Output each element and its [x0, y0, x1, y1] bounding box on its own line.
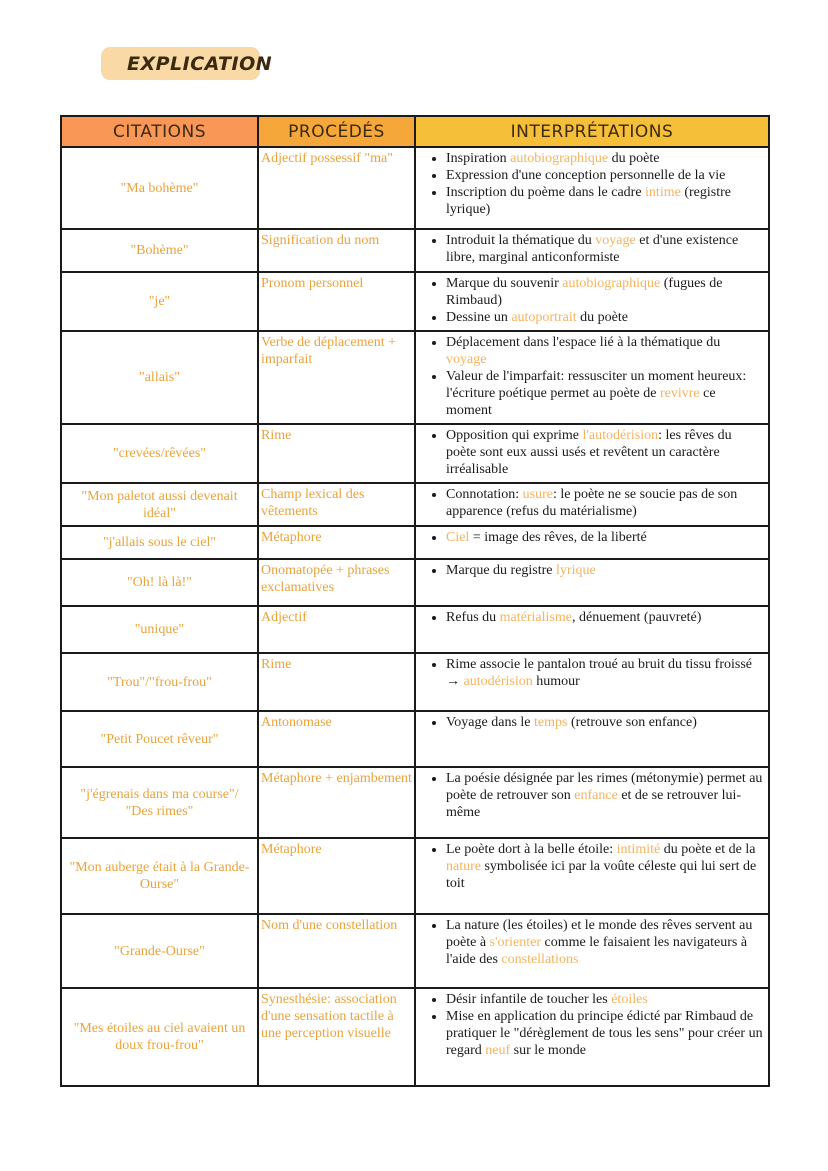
table-row	[61, 559, 769, 606]
procede-cell: Champ lexical des vêtements	[258, 483, 415, 526]
text-segment: humour	[532, 674, 580, 689]
list-item	[446, 427, 764, 478]
list-item	[446, 770, 764, 821]
highlighted-keyword: neuf	[485, 1043, 511, 1058]
text-segment: Inspiration	[446, 151, 511, 166]
table-row	[61, 838, 769, 914]
table-row	[61, 424, 769, 483]
table-row	[61, 988, 769, 1086]
header-citations: CITATIONS	[61, 116, 258, 147]
section-title-text: EXPLICATION	[127, 52, 273, 75]
list-item	[446, 917, 764, 968]
interpretation-list	[426, 917, 764, 968]
citation-cell: "Mon auberge était à la Grande-Ourse"	[61, 838, 258, 914]
interpretation-cell	[415, 767, 769, 838]
interpretation-list	[426, 609, 764, 626]
citation-cell: "Trou"/"frou-frou"	[61, 653, 258, 711]
table-row	[61, 229, 769, 272]
text-segment: Marque du registre	[446, 563, 557, 578]
table-row	[61, 767, 769, 838]
interpretation-list	[426, 714, 764, 731]
procede-cell: Adjectif possessif "ma"	[258, 147, 415, 229]
text-segment: Introduit la thématique du	[446, 233, 596, 248]
procede-cell: Métaphore + enjambement	[258, 767, 415, 838]
interpretation-list	[426, 334, 764, 419]
table-row	[61, 272, 769, 331]
highlighted-keyword: lyrique	[556, 563, 596, 578]
citation-cell: "j'égrenais dans ma course"/ "Des rimes"	[61, 767, 258, 838]
interpretation-cell	[415, 424, 769, 483]
procede-cell: Pronom personnel	[258, 272, 415, 331]
highlighted-keyword: Ciel	[446, 530, 470, 545]
highlighted-keyword: s'orienter	[489, 935, 542, 950]
highlighted-keyword: constellations	[501, 952, 579, 967]
text-segment: du poète et de la	[660, 842, 756, 857]
highlighted-keyword: intimité	[616, 842, 661, 857]
text-segment: Valeur de l'imparfait: ressusciter un moment heureux: l'écriture poétique permet au poète de	[446, 369, 747, 401]
interpretation-cell	[415, 526, 769, 559]
text-segment: et d'une existence libre, marginal anticonformiste	[446, 233, 739, 265]
highlighted-keyword: voyage	[446, 352, 487, 367]
procede-cell: Onomatopée + phrases exclamatives	[258, 559, 415, 606]
citation-cell: "Mon paletot aussi devenait idéal"	[61, 483, 258, 526]
list-item	[446, 368, 764, 419]
citation-cell: "allais"	[61, 331, 258, 424]
list-item	[446, 1008, 764, 1059]
highlighted-keyword: revivre	[659, 386, 700, 401]
text-segment: Dessine un	[446, 310, 512, 325]
citation-cell: "Oh! là là!"	[61, 559, 258, 606]
text-segment: du poète	[608, 151, 660, 166]
highlighted-keyword: matérialisme	[499, 610, 572, 625]
text-segment: La nature (les étoiles) et le monde des rêves servent au poète à	[446, 918, 753, 950]
interpretation-cell	[415, 272, 769, 331]
text-segment: Déplacement dans l'espace lié à la thématique du	[446, 335, 721, 350]
interpretation-list	[426, 770, 764, 821]
table-row	[61, 483, 769, 526]
list-item	[446, 529, 764, 546]
citation-cell: "unique"	[61, 606, 258, 653]
procede-cell: Nom d'une constellation	[258, 914, 415, 988]
text-segment: : le poète ne se soucie pas de son apparence (refus du matérialisme)	[446, 487, 738, 519]
text-segment: (retrouve son enfance)	[567, 715, 697, 730]
list-item	[446, 841, 764, 892]
highlighted-keyword: autobiographique	[510, 151, 609, 166]
text-segment: Opposition qui exprime	[446, 428, 583, 443]
text-segment: = image des rêves, de la liberté	[469, 530, 647, 545]
list-item	[446, 167, 764, 184]
list-item	[446, 991, 764, 1008]
table-row	[61, 331, 769, 424]
highlighted-keyword: autoportrait	[511, 310, 577, 325]
interpretation-cell	[415, 914, 769, 988]
table-row	[61, 711, 769, 767]
table-row	[61, 147, 769, 229]
interpretation-cell	[415, 147, 769, 229]
highlighted-keyword: usure	[522, 487, 553, 502]
list-item	[446, 486, 764, 520]
table-row	[61, 526, 769, 559]
procede-cell: Antonomase	[258, 711, 415, 767]
list-item	[446, 656, 764, 690]
highlighted-keyword: voyage	[595, 233, 636, 248]
text-segment: : les rêves du poète sont eux aussi usés et revêtent un caractère irréalisable	[446, 428, 732, 477]
procede-cell: Métaphore	[258, 838, 415, 914]
procede-cell: Adjectif	[258, 606, 415, 653]
text-segment: (registre lyrique)	[446, 185, 731, 217]
highlighted-keyword: autobiographique	[562, 276, 661, 291]
interpretation-cell	[415, 838, 769, 914]
interpretation-cell	[415, 653, 769, 711]
interpretation-cell	[415, 988, 769, 1086]
list-item	[446, 334, 764, 368]
text-segment: Mise en application du principe édicté par Rimbaud de pratiquer le "dérèglement de tous les sens" pour créer un regard	[446, 1009, 763, 1058]
interpretation-list	[426, 150, 764, 218]
highlighted-keyword: autodérision	[463, 674, 533, 689]
text-segment: ce moment	[446, 386, 716, 418]
explication-table	[60, 115, 770, 1087]
header-interpretations: INTERPRÉTATIONS	[415, 116, 769, 147]
table-header-row	[61, 116, 769, 147]
procede-cell: Synesthésie: association d'une sensation tactile à une perception visuelle	[258, 988, 415, 1086]
procede-cell: Verbe de déplacement + imparfait	[258, 331, 415, 424]
interpretation-cell	[415, 559, 769, 606]
highlighted-keyword: l'autodérision	[582, 428, 659, 443]
citation-cell: "j'allais sous le ciel"	[61, 526, 258, 559]
interpretation-list	[426, 486, 764, 520]
citation-cell: "Bohème"	[61, 229, 258, 272]
text-segment: Expression d'une conception personnelle de la vie	[446, 168, 726, 183]
interpretation-cell	[415, 483, 769, 526]
text-segment: Refus du	[446, 610, 500, 625]
text-segment: comme le faisaient les navigateurs à l'aide des	[446, 935, 748, 967]
interpretation-list	[426, 427, 764, 478]
procede-cell: Métaphore	[258, 526, 415, 559]
list-item	[446, 714, 764, 731]
interpretation-list	[426, 275, 764, 326]
table-row	[61, 914, 769, 988]
interpretation-list	[426, 529, 764, 546]
citation-cell: "Ma bohème"	[61, 147, 258, 229]
list-item	[446, 309, 764, 326]
list-item	[446, 184, 764, 218]
text-segment: Connotation:	[446, 487, 523, 502]
interpretation-list	[426, 841, 764, 892]
interpretation-cell	[415, 331, 769, 424]
list-item	[446, 232, 764, 266]
citation-cell: "Mes étoiles au ciel avaient un doux frou-frou"	[61, 988, 258, 1086]
text-segment: Rime associe le pantalon troué au bruit du tissu froissé →	[446, 657, 752, 689]
list-item	[446, 609, 764, 626]
text-segment: Marque du souvenir	[446, 276, 563, 291]
text-segment: La poésie désignée par les rimes (métonymie) permet au poète de retrouver son	[446, 771, 763, 803]
citation-cell: "Grande-Ourse"	[61, 914, 258, 988]
list-item	[446, 275, 764, 309]
text-segment: Le poète dort à la belle étoile:	[446, 842, 617, 857]
interpretation-list	[426, 562, 764, 579]
interpretation-list	[426, 991, 764, 1059]
text-segment: (fugues de Rimbaud)	[446, 276, 723, 308]
citation-cell: "je"	[61, 272, 258, 331]
section-title	[101, 47, 273, 80]
list-item	[446, 150, 764, 167]
header-procedes: PROCÉDÉS	[258, 116, 415, 147]
procede-cell: Rime	[258, 653, 415, 711]
procede-cell: Signification du nom	[258, 229, 415, 272]
text-segment: sur le monde	[510, 1043, 586, 1058]
highlighted-keyword: étoiles	[611, 992, 648, 1007]
text-segment: et de se retrouver lui-même	[446, 788, 742, 820]
interpretation-cell	[415, 229, 769, 272]
citation-cell: "Petit Poucet rêveur"	[61, 711, 258, 767]
highlighted-keyword: intime	[645, 185, 681, 200]
text-segment: , dénuement (pauvreté)	[571, 610, 702, 625]
procede-cell: Rime	[258, 424, 415, 483]
text-segment: Inscription du poème dans le cadre	[446, 185, 646, 200]
table-row	[61, 653, 769, 711]
interpretation-cell	[415, 711, 769, 767]
interpretation-list	[426, 656, 764, 690]
interpretation-cell	[415, 606, 769, 653]
list-item	[446, 562, 764, 579]
highlighted-keyword: temps	[534, 715, 568, 730]
text-segment: du poète	[576, 310, 628, 325]
text-segment: symbolisée ici par la voûte céleste qui lui sert de toit	[446, 859, 757, 891]
highlighted-keyword: nature	[446, 859, 481, 874]
highlighted-keyword: enfance	[574, 788, 618, 803]
text-segment: Désir infantile de toucher les	[446, 992, 612, 1007]
table-row	[61, 606, 769, 653]
text-segment: Voyage dans le	[446, 715, 534, 730]
citation-cell: "crevées/rêvées"	[61, 424, 258, 483]
interpretation-list	[426, 232, 764, 266]
